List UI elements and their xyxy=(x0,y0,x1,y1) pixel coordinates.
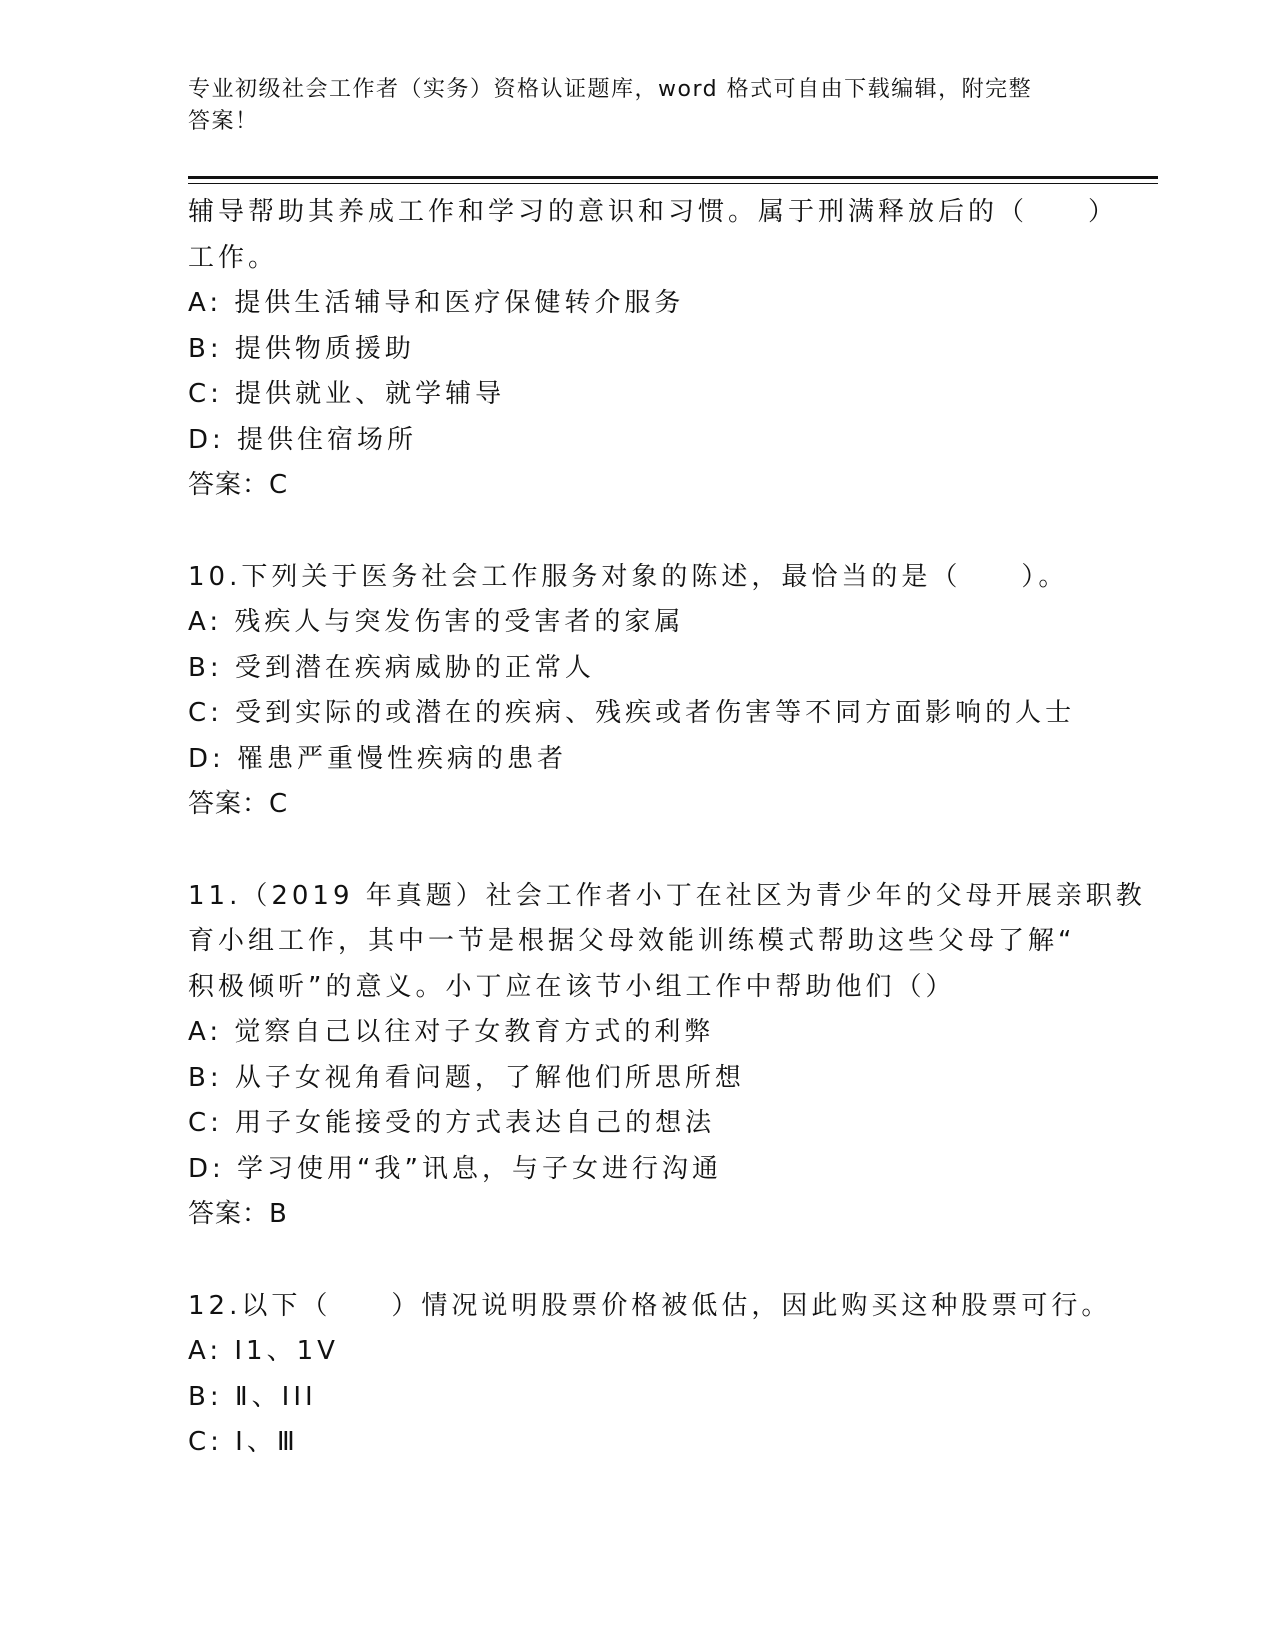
question-list xyxy=(188,190,1146,1466)
option-c: C: 用子女能接受的方式表达自己的想法 xyxy=(188,1108,716,1138)
option-d: D: 罹患严重慢性疾病的患者 xyxy=(188,743,568,774)
answer: 答案：C xyxy=(188,470,289,500)
option-d: D: 学习使用“我”讯息，与子女进行沟通 xyxy=(188,1153,722,1184)
option-c: C: 受到实际的或潜在的疾病、残疾或者伤害等不同方面影响的人士 xyxy=(188,698,1076,728)
option-b: B: 从子女视角看问题，了解他们所思所想 xyxy=(188,1062,745,1093)
option-d: D: 提供住宿场所 xyxy=(188,424,418,455)
header-line-2: 答案！ xyxy=(188,109,259,134)
answer: 答案：C xyxy=(188,789,289,819)
question-stem-line: 12.以下（ ）情况说明股票价格被低估，因此购买这种股票可行。 xyxy=(188,1290,1112,1321)
option-b: B: 受到潜在疾病威胁的正常人 xyxy=(188,652,595,683)
option-a: A: 残疾人与突发伤害的受害者的家属 xyxy=(188,607,685,637)
document-header xyxy=(188,74,1068,138)
question-stem-line: 积极倾听”的意义。小丁应在该节小组工作中帮助他们（） xyxy=(188,971,956,1002)
answer: 答案：B xyxy=(188,1199,288,1229)
option-c: C: 提供就业、就学辅导 xyxy=(188,379,506,409)
question-10 xyxy=(188,555,1088,828)
option-c: C: I、Ⅲ xyxy=(188,1427,299,1457)
question-stem-line: 育小组工作，其中一节是根据父母效能训练模式帮助这些父母了解“ xyxy=(188,926,1076,956)
header-rule-thick xyxy=(188,176,1158,179)
question-stem-line: 11.（2019 年真题）社会工作者小丁在社区为青少年的父母开展亲职教 xyxy=(188,880,1146,911)
question-stem-line: 10.下列关于医务社会工作服务对象的陈述，最恰当的是（ ）。 xyxy=(188,561,1069,592)
option-b: B: Ⅱ、III xyxy=(188,1381,317,1412)
option-a: A: 觉察自己以往对子女教育方式的利弊 xyxy=(188,1017,715,1047)
header-rule-thin xyxy=(188,183,1158,184)
option-b: B: 提供物质援助 xyxy=(188,333,415,364)
question-9 xyxy=(188,190,1119,509)
question-stem-line: 工作。 xyxy=(188,242,279,273)
option-a: A: I1、1V xyxy=(188,1336,339,1366)
question-12 xyxy=(188,1284,1112,1466)
question-11 xyxy=(188,874,1146,1238)
question-stem-line: 辅导帮助其养成工作和学习的意识和习惯。属于刑满释放后的（ ） xyxy=(188,197,1119,227)
option-a: A: 提供生活辅导和医疗保健转介服务 xyxy=(188,288,685,318)
header-line-1: 专业初级社会工作者（实务）资格认证题库，word 格式可自由下载编辑，附完整 xyxy=(188,77,1033,102)
